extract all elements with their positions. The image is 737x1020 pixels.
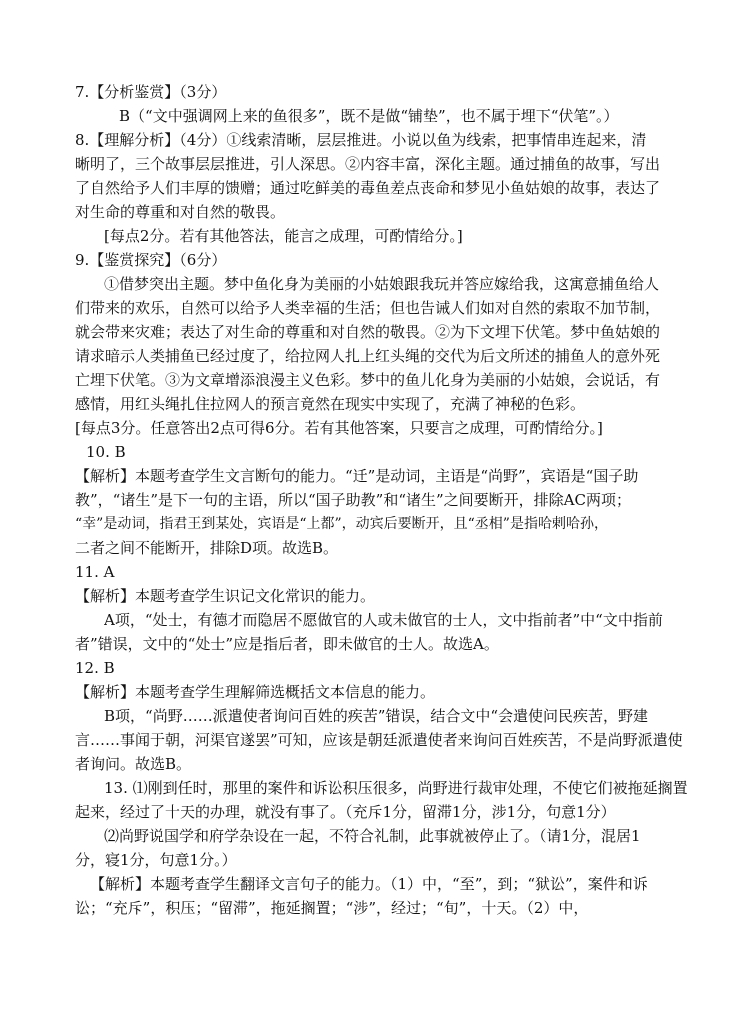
q7-answer: B（“文中强调网上来的鱼很多”，既不是做“铺垫”，也不属于埋下“伏笔”。） [119,107,619,125]
q7-header: 7.【分析鉴赏】（3分） [75,83,227,101]
q8-line-3: 了自然给予人们丰厚的馈赠；通过吃鲜美的毒鱼差点丧命和梦见小鱼姑娘的故事，表达了 [75,179,661,197]
q9-line-1: ①借梦突出主题。梦中鱼化身为美丽的小姑娘跟我玩并答应嫁给我，这寓意捕鱼给人 [104,275,660,293]
q11-analysis-2: A项，“处士，有德才而隐居不愿做官的人或未做官的士人，文中指前者”中“文中指前 [104,611,663,629]
q13-analysis-1: 【解析】本题考查学生翻译文言句子的能力。（1）中，“至”，到；“狱讼”，案件和诉 [90,875,648,893]
q13-translation-2a: ⑵尚野说国学和府学杂设在一起，不符合礼制，此事就被停止了。（请1分，混居1 [104,827,641,845]
q12-analysis-2: B项，“尚野……派遣使者询问百姓的疾苦”错误，结合文中“会遣使问民疾苦，野建 [104,707,649,725]
q11-analysis-3: 者”错误，文中的“处士”应是指后者，即未做官的士人。故选A。 [75,635,499,653]
q11-answer: 11. A [75,563,115,581]
q9-line-5: 亡埋下伏笔。③为文章增添浪漫主义色彩。梦中的鱼儿化身为美丽的小姑娘，会说话，有 [75,371,661,389]
q8-line-1: 8.【理解分析】（4分）①线索清晰，层层推进。小说以鱼为线索，把事情串连起来，清 [75,131,647,149]
q9-line-2: 们带来的欢乐，自然可以给予人类幸福的生活；但也告诫人们如对自然的索取不加节制， [75,299,661,317]
q10-analysis-1: 【解析】本题考查学生文言断句的能力。“迁”是动词，主语是“尚野”，宾语是“国子助 [75,467,639,485]
q13-translation-1b: 起来，经过了十天的办理，就没有事了。（充斥1分，留滞1分，涉1分，句意1分） [75,803,616,821]
q9-scoring-note: [每点3分。任意答出2点可得6分。若有其他答案，只要言之成理，可酌情给分。] [75,419,603,437]
q8-scoring-note: [每点2分。若有其他答法，能言之成理，可酌情给分。] [104,227,463,245]
q9-header: 9.【鉴赏探究】（6分） [75,251,227,269]
q12-answer: 12. B [75,659,115,677]
q12-analysis-1: 【解析】本题考查学生理解筛选概括文本信息的能力。 [75,683,436,701]
q8-line-2: 晰明了，三个故事层层推进，引人深思。②内容丰富，深化主题。通过捕鱼的故事，写出 [75,155,661,173]
q13-translation-2b: 分，寝1分，句意1分。） [75,851,237,869]
q9-line-3: 就会带来灾难；表达了对生命的尊重和对自然的敬畏。②为下文埋下伏笔。梦中鱼姑娘的 [75,323,661,341]
q12-analysis-3: 言……事闻于朝，河渠官遂罢”可知，应该是朝廷派遣使者来询问百姓疾苦，不是尚野派遣使 [75,731,683,749]
q12-analysis-4: 者询问。故选B。 [75,755,192,773]
q9-line-6: 感情，用红头绳扎住拉网人的预言竟然在现实中实现了，充满了神秘的色彩。 [75,395,586,413]
q10-analysis-4: 二者之间不能断开，排除D项。故选B。 [75,539,339,557]
q11-analysis-1: 【解析】本题考查学生识记文化常识的能力。 [75,587,376,605]
q13-analysis-2: 讼；“充斥”，积压；“留滞”，拖延搁置；“涉”，经过；“旬”，十天。（2）中， [75,899,589,917]
q10-analysis-2: 教”，“诸生”是下一句的主语，所以“国子助教”和“诸生”之间要断开，排除AC两项； [75,491,631,509]
q10-answer: 10. B [86,443,126,461]
q10-analysis-3: “幸”是动词，指君王到某处，宾语是“上都”，动宾后要断开，且“丞相”是指哈剌哈孙， [75,516,608,532]
q13-translation-1a: 13. ⑴刚到任时，那里的案件和诉讼积压很多，尚野进行裁审处理，不使它们被拖延搁置 [104,779,688,797]
q9-line-4: 请求暗示人类捕鱼已经过度了，给拉网人扎上红头绳的交代为后文所述的捕鱼人的意外死 [75,347,661,365]
q8-line-4: 对生命的尊重和对自然的敬畏。 [75,203,286,221]
